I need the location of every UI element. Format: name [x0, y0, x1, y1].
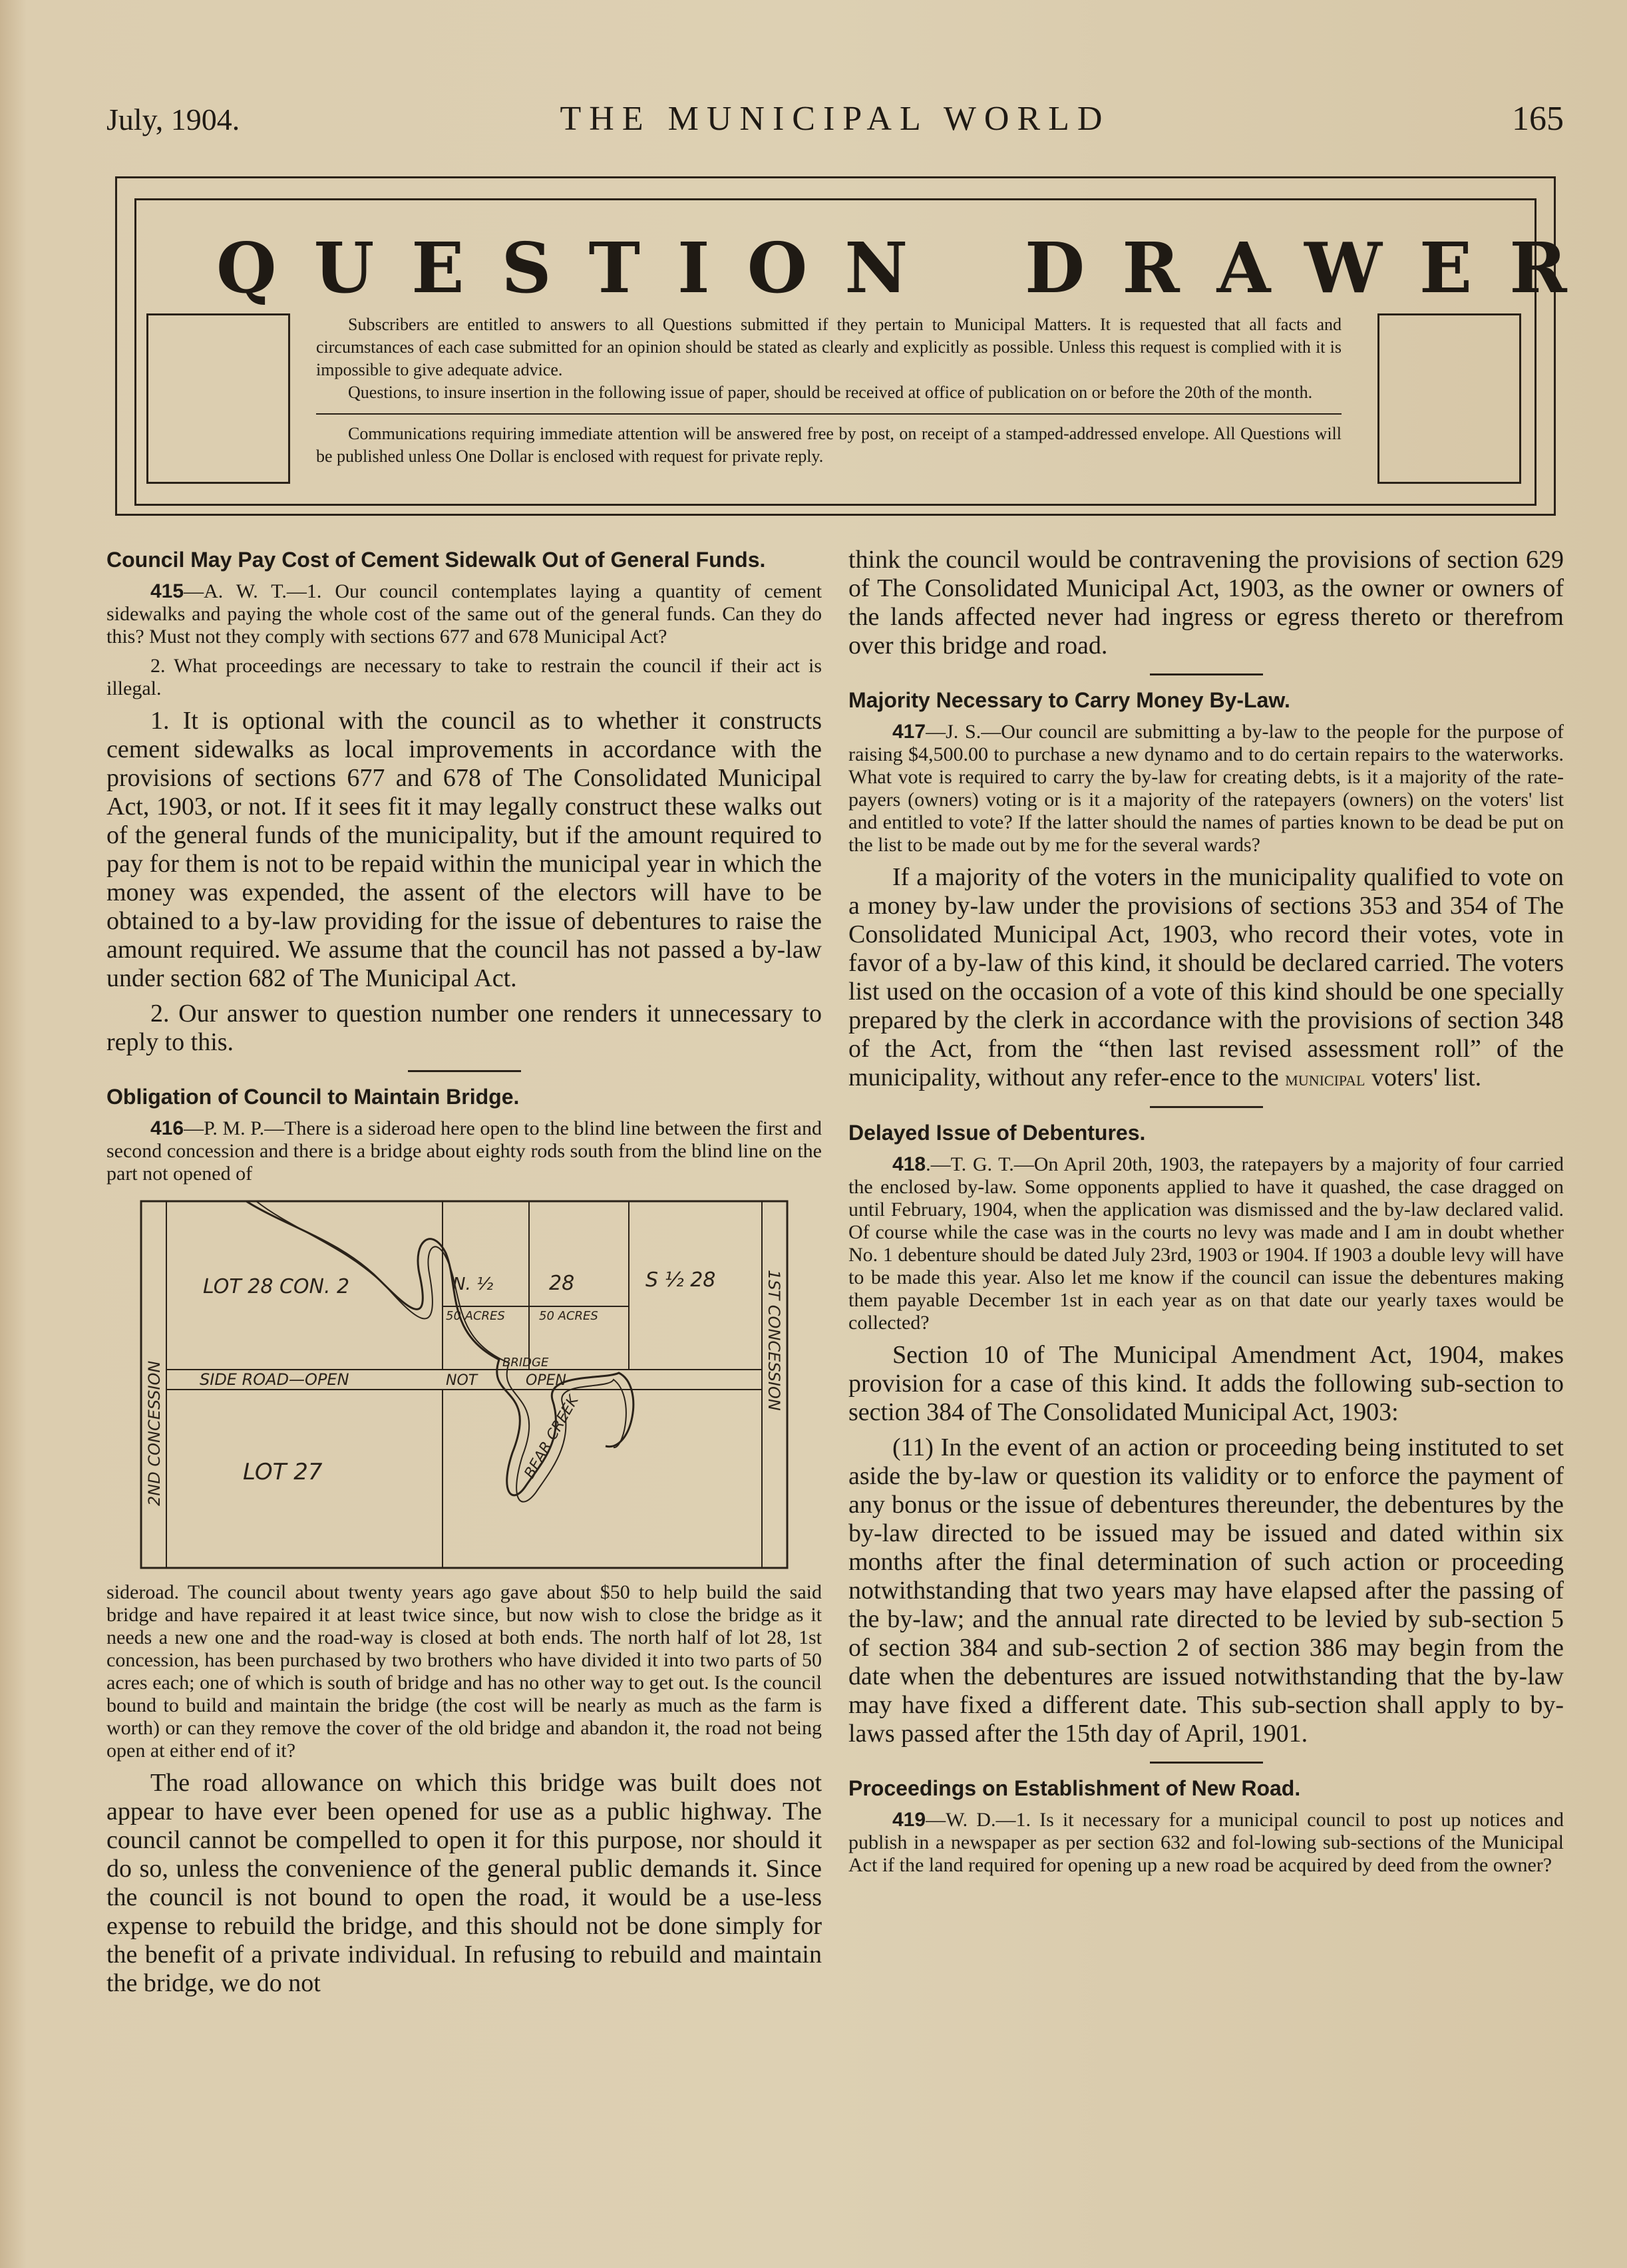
notice-paragraph: Questions, to insure insertion in the following issue of paper, should be received at office of publication on or before the 20th of the month.: [348, 383, 1313, 402]
question-number: 415: [150, 580, 184, 602]
left-column: [106, 546, 822, 2004]
map-label-lot28-con2: LOT 28 CON. 2: [203, 1275, 350, 1298]
article-heading: Majority Necessary to Carry Money By-Law.: [848, 688, 1290, 712]
question-drawer-inner-border: [134, 198, 1604, 506]
question-number: 417: [892, 721, 926, 743]
question-body: —P. M. P.—There is a sideroad here open to the blind line between the first and second concession and there is a bridge about eighty rods south from the blind line on the part not opened of: [106, 1117, 822, 1185]
map-label-side-road-open: SIDE ROAD—OPEN: [200, 1370, 349, 1389]
issue-date: July, 1904.: [106, 102, 240, 136]
map-label-lot-28-acres: 50 ACRES: [539, 1309, 598, 1323]
decorative-box-left: [146, 313, 290, 484]
question-body: .—T. G. T.—On April 20th, 1903, the ratepayers by a majority of four carried the enclosed by-law. Some opponents applied to have it quashed, the case dragged on until February, 1904, when the application was dismissed and the by-law declared valid. Of course while the case was in the courts no levy was made and I am in doubt whether No. 1 debenture should be dated July 23rd, 1903 or 1904. If 1903 a double levy will have to be made this year. Also let me know if the council can issue the debentures making them payable December 1st in each year as on that date our yearly taxes would be collected?: [848, 1153, 1564, 1334]
map-label-not: NOT: [446, 1372, 478, 1389]
right-column: [848, 546, 1564, 1883]
question-drawer-title: [136, 227, 1604, 309]
section-divider: [1150, 1106, 1263, 1108]
answer-end: voters' list.: [1365, 1063, 1482, 1091]
map-label-s-half-28: S ½ 28: [645, 1268, 716, 1292]
question-text: sideroad. The council about twenty years ago gave about $50 to help build the said bridge and have repaired it at least twice since, but now wish to close the bridge as it needs a new one and the road-way is closed at both ends. The north half of lot 28, 1st concession, has been purchased by two brothers who have divided it into two parts of 50 acres each; one of which is south of bridge and has no other way to get out. Is the council bound to build and maintain the bridge (the cost will be nearly as much as the farm is worth) or can they remove the cover of the old bridge and abandon it, the road not being open at either end of it?: [106, 1581, 822, 1762]
map-label-n-half: N. ½: [452, 1274, 494, 1294]
question-text: [848, 1153, 1564, 1334]
answer-text: (11) In the event of an action or proceeding being instituted to set aside the by-law or question its validity or to enforce the payment of any bonus or the issue of debentures thereunder, the debentures by the by-law directed to be issued may be issued and dated within six months after the final determination of such action or proceeding notwithstanding that two years may have elapsed after the passing of the by-law; and the annual rate directed to be levied by sub-section 5 of section 384 and sub-section 2 of section 386 may begin from the date when the debentures are issued notwithstanding that the by-law may have fixed a different date. This sub-section shall apply to by-laws passed after the 15th day of April, 1901.: [848, 1433, 1564, 1748]
map-label-open: OPEN: [526, 1372, 566, 1389]
section-divider: [1150, 673, 1263, 675]
question-text: [848, 721, 1564, 856]
article-heading: Proceedings on Establishment of New Road.: [848, 1776, 1301, 1800]
map-label-2nd-concession: 2ND CONCESSION: [145, 1360, 164, 1506]
question-body: —W. D.—1. Is it necessary for a municipal council to post up notices and publish in a newspaper as per section 632 and fol-lowing sub-sections of the Municipal Act if the land required for opening up a new road be acquired by deed from the owner?: [848, 1809, 1564, 1876]
page-number: 165: [1512, 100, 1564, 138]
answer-text: think the council would be contravening the provisions of section 629 of The Consolidated Municipal Act, 1903, as the owner or owners of the lands affected never had ingress or egress thereto or therefrom over this bridge and road.: [848, 546, 1564, 660]
answer-text: 1. It is optional with the council as to whether it constructs cement sidewalks as local improvements in accordance with the provisions of sections 677 and 678 of The Consolidated Municipal Act, 1903, or not. If it sees fit it may legally construct these walks out of the general funds of the municipality, but if the amount required to pay for them is not to be repaid within the municipal year in which the money was expended, the assent of the electors will have to be obtained to a by-law providing for the issue of debentures to raise the amount required. We assume that the council has not passed a by-law under section 682 of The Municipal Act.: [106, 707, 822, 992]
map-label-bridge: BRIDGE: [502, 1356, 549, 1370]
question-number: 418: [892, 1153, 926, 1175]
map-label-lot-28: 28: [549, 1272, 575, 1295]
map-label-1st-concession: 1ST CONCESSION: [765, 1270, 783, 1411]
running-head: [106, 96, 1564, 143]
creek-line: [246, 1201, 633, 1495]
question-drawer-box: [115, 176, 1604, 516]
notice-divider: [316, 413, 1342, 415]
notice-paragraph: Subscribers are entitled to answers to all Questions submitted if they pertain to Municipal Matters. It is requested that all facts and circumstances of each case submitted for an opinion should be stated as clearly and explicitly as possible. Unless this request is complied with it is impossible to give adequate advice.: [316, 315, 1342, 379]
question-text: [106, 580, 822, 648]
question-text: 2. What proceedings are necessary to take to restrain the council if their act is illegal.: [106, 655, 822, 699]
answer-text: [848, 863, 1564, 1093]
question-text: [848, 1809, 1564, 1877]
subscriber-notice: [316, 313, 1342, 468]
article-heading: Delayed Issue of Debentures.: [848, 1121, 1146, 1145]
journal-title: THE MUNICIPAL WORLD: [560, 100, 1111, 138]
answer-body: If a majority of the voters in the municipality qualified to vote on a money by-law under the provisions of sections 353 and 354 of The Consolidated Municipal Act, 1903, who record their votes, vote in favor of a by-law of this kind, it should be declared carried. The voters list used on the occasion of a vote of this kind should be one specially prepared by the clerk in accordance with the provisions of section 348 of the Act, from the “then last revised assessment roll” of the municipality, without any refer-ence to the: [848, 863, 1564, 1091]
notice-paragraph: Communications requiring immediate attention will be answered free by post, on receipt of a stamped-addressed envelope. All Questions will be published unless One Dollar is enclosed with request for private reply.: [316, 424, 1342, 466]
answer-text: 2. Our answer to question number one renders it unnecessary to reply to this.: [106, 1000, 822, 1056]
answer-text: Section 10 of The Municipal Amendment Act, 1904, makes provision for a case of this kind. It adds the following sub-section to section 384 of The Consolidated Municipal Act, 1903:: [848, 1341, 1564, 1426]
question-number: 416: [150, 1117, 184, 1139]
section-divider: [408, 1070, 521, 1072]
question-body: —J. S.—Our council are submitting a by-law to the people for the purpose of raising $4,500.00 to purchase a new dynamo and to do certain repairs to the waterworks. What vote is required to carry the by-law for creating debts, is it a majority of the rate-payers (owners) voting or is it a majority of the ratepayers (owners) on the voters' list and entitled to vote? If the latter should the names of parties known to be dead be put on the list to be made out by me for the several wards?: [848, 721, 1564, 856]
article-heading: Council May Pay Cost of Cement Sidewalk Out of General Funds.: [106, 548, 766, 572]
map-label-lot27: LOT 27: [243, 1459, 323, 1485]
title-word-question: QUESTION: [216, 227, 946, 309]
article-heading: Obligation of Council to Maintain Bridge.: [106, 1085, 520, 1109]
map-label-n-half-acres: 50 ACRES: [446, 1309, 505, 1323]
answer-text: The road allowance on which this bridge was built does not appear to have ever been opened for use as a public highway. The council cannot be compelled to open it for this purpose, nor should it do so, unless the convenience of the general public demands it. Since the council is not bound to open the road, it would be a use-less expense to rebuild the bridge, and this should not be done simply for the benefit of a private individual. In refusing to rebuild and maintain the bridge, we do not: [106, 1769, 822, 1997]
section-divider: [1150, 1762, 1263, 1764]
question-number: 419: [892, 1809, 926, 1831]
decorative-box-right: [1377, 313, 1521, 484]
map-label-bear-creek: BEAR CREEK: [521, 1392, 582, 1481]
question-body: —A. W. T.—1. Our council contemplates laying a quantity of cement sidewalks and paying the whole cost of the same out of the general funds. Can they do this? Must not they comply with sections 677 and 678 Municipal Act?: [106, 580, 822, 648]
title-word-drawer: DRAWER: [1025, 227, 1604, 309]
lot-map-diagram: [140, 1200, 789, 1569]
small-caps-word: municipal: [1285, 1066, 1365, 1090]
question-text: [106, 1117, 822, 1185]
